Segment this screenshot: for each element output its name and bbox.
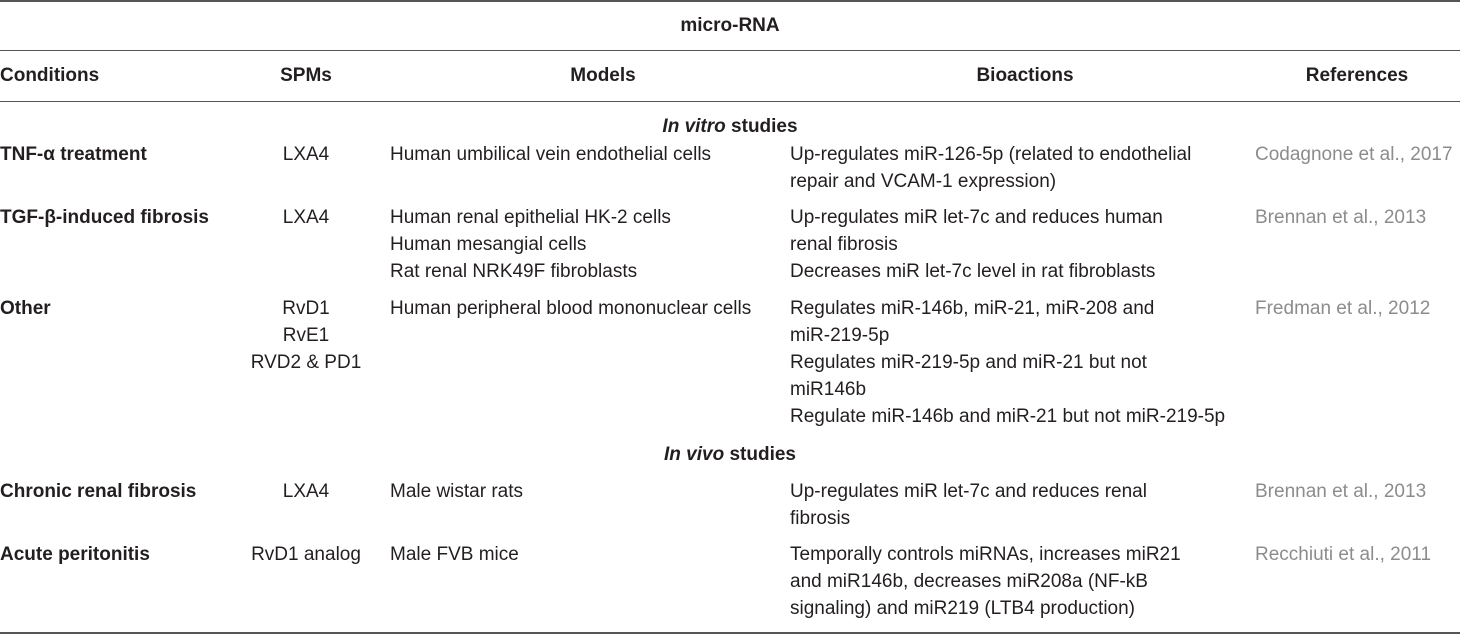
bioaction-line: miR146b (790, 379, 867, 400)
row-models (390, 541, 519, 568)
bioaction-line: Decreases miR let-7c level in rat fibroblasts (790, 261, 1156, 282)
bioaction-line: signaling) and miR219 (LTB4 production) (790, 598, 1135, 619)
column-header-rule (0, 101, 1460, 102)
column-header-bioactions: Bioactions (976, 65, 1074, 86)
bioaction-line: fibrosis (790, 508, 851, 529)
column-header-spms: SPMs (280, 65, 332, 86)
row-condition: TNF-α treatment (0, 144, 147, 165)
bioaction-line: repair and VCAM-1 expression) (790, 171, 1057, 192)
bioaction-line: miR-219-5p (790, 325, 890, 346)
model-item: Rat renal NRK49F fibroblasts (390, 261, 638, 282)
spm-item: RVD2 & PD1 (250, 352, 362, 373)
row-bioactions (790, 141, 1191, 195)
row-spms (226, 295, 386, 376)
section-title-rest: studies (725, 116, 798, 137)
bioaction-line: Regulate miR-146b and miR-21 but not miR-219-5p (790, 406, 1226, 427)
row-condition: Acute peritonitis (0, 544, 150, 565)
spm-item: LXA4 (282, 481, 330, 502)
section-title-in-vivo (0, 441, 1460, 468)
spm-item: RvD1 analog (251, 544, 361, 565)
model-item: Male wistar rats (390, 481, 524, 502)
section-title-italic: In vitro (662, 116, 726, 137)
row-condition: TGF-β-induced fibrosis (0, 207, 209, 228)
bioaction-line: and miR146b, decreases miR208a (NF-kB (790, 571, 1148, 592)
column-header-models: Models (570, 65, 636, 86)
row-spms (226, 478, 386, 505)
model-item: Human mesangial cells (390, 234, 587, 255)
section-title-italic: In vivo (664, 444, 725, 465)
row-spms (226, 541, 386, 568)
row-models (390, 141, 711, 168)
bioaction-line: Up-regulates miR-126-5p (related to endothelial (790, 144, 1192, 165)
spm-item: RvE1 (282, 325, 330, 346)
column-header-conditions: Conditions (0, 65, 100, 86)
row-bioactions (790, 478, 1147, 532)
bioaction-line: Regulates miR-219-5p and miR-21 but not (790, 352, 1147, 373)
row-reference: Brennan et al., 2013 (1255, 481, 1427, 502)
row-bioactions (790, 204, 1163, 285)
bioaction-line: Temporally controls miRNAs, increases miR21 (790, 544, 1181, 565)
row-bioactions (790, 541, 1181, 622)
spm-item: RvD1 (282, 298, 330, 319)
row-models (390, 204, 671, 285)
row-reference: Recchiuti et al., 2011 (1255, 544, 1432, 565)
row-condition: Other (0, 298, 51, 319)
model-item: Human renal epithelial HK-2 cells (390, 207, 671, 228)
row-models (390, 478, 523, 505)
column-header-references: References (1305, 65, 1409, 86)
group-header: micro-RNA (680, 15, 780, 36)
row-bioactions (790, 295, 1225, 430)
row-reference: Fredman et al., 2012 (1255, 298, 1431, 319)
section-title-in-vitro (0, 113, 1460, 140)
row-spms (226, 141, 386, 168)
spm-item: LXA4 (282, 144, 330, 165)
row-reference: Codagnone et al., 2017 (1255, 144, 1453, 165)
model-item: Human umbilical vein endothelial cells (390, 144, 712, 165)
top-rule (0, 0, 1460, 2)
group-header-rule (0, 50, 1460, 51)
model-item: Human peripheral blood mononuclear cells (390, 298, 752, 319)
row-condition: Chronic renal fibrosis (0, 481, 197, 502)
section-title-rest: studies (724, 444, 796, 465)
bioaction-line: renal fibrosis (790, 234, 898, 255)
bioaction-line: Up-regulates miR let-7c and reduces human (790, 207, 1163, 228)
model-item: Male FVB mice (390, 544, 519, 565)
bioaction-line: Up-regulates miR let-7c and reduces renal (790, 481, 1147, 502)
row-models (390, 295, 751, 322)
row-spms (226, 204, 386, 231)
bioaction-line: Regulates miR-146b, miR-21, miR-208 and (790, 298, 1155, 319)
row-reference: Brennan et al., 2013 (1255, 207, 1427, 228)
spm-item: LXA4 (282, 207, 330, 228)
